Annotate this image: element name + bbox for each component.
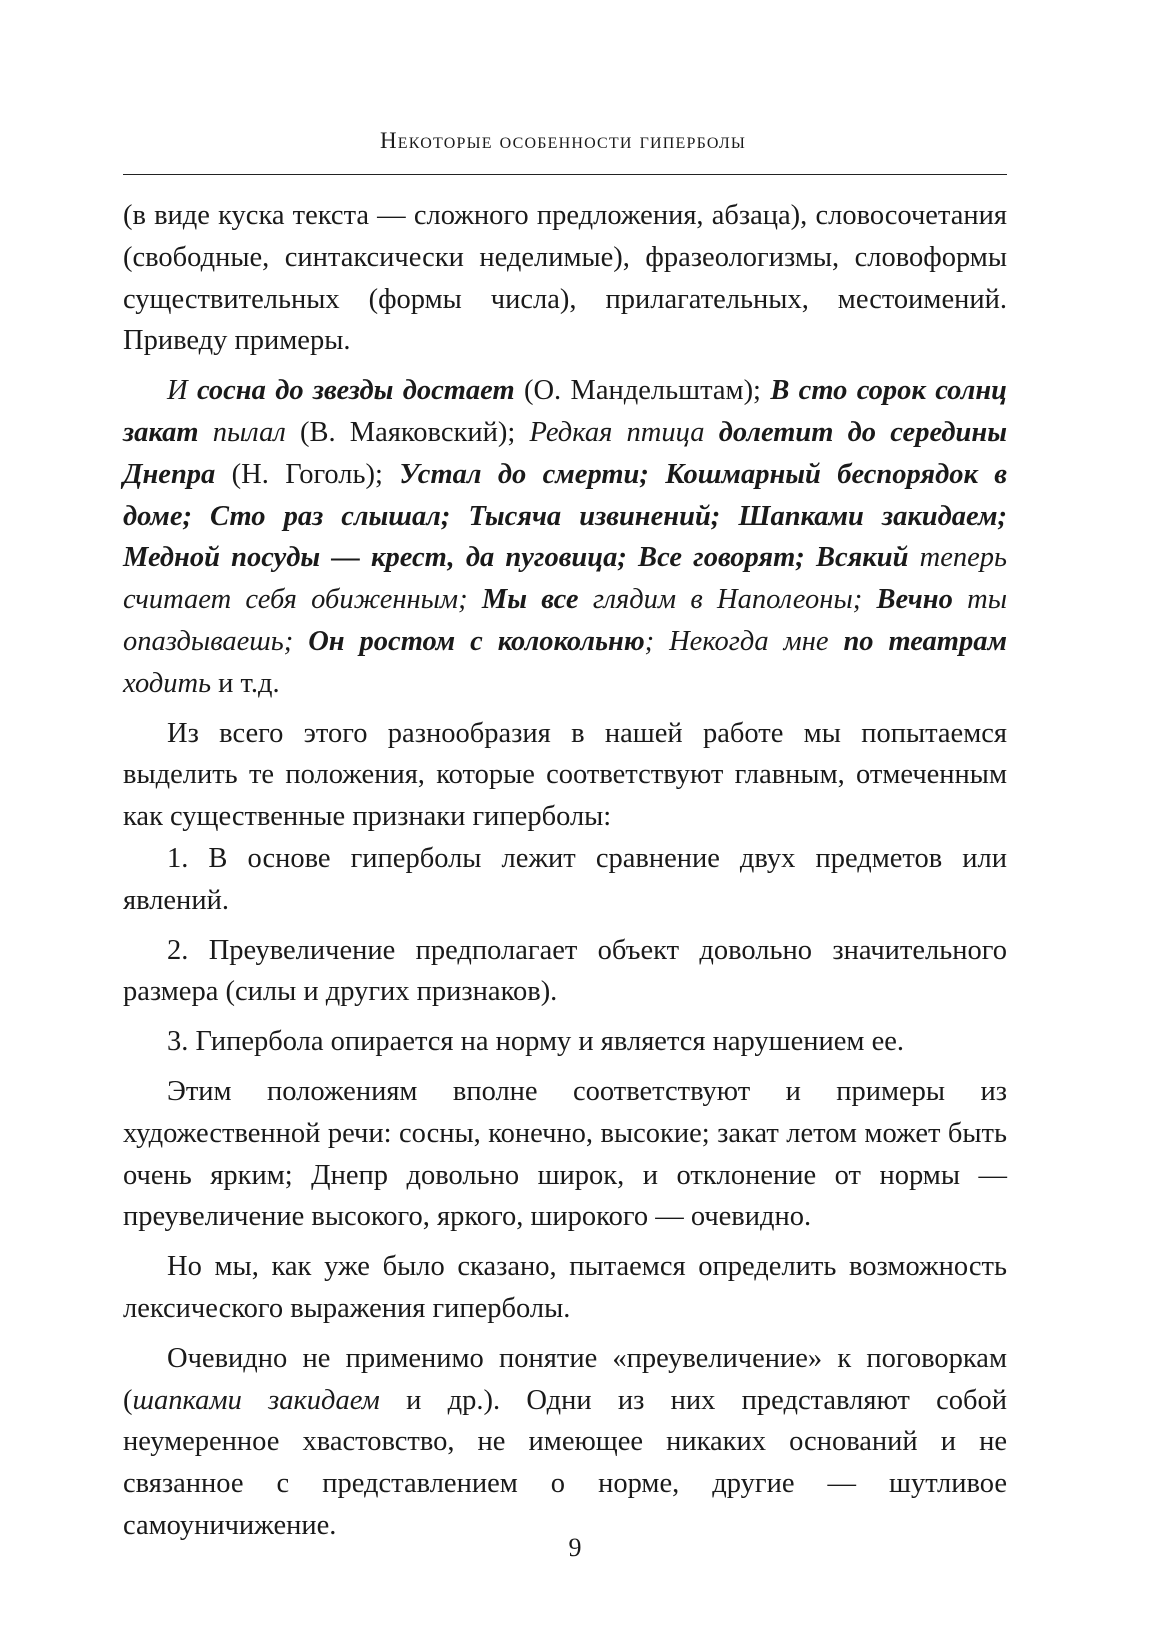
body-text <box>123 195 1007 1547</box>
hyperbole-phrase: Вечно <box>876 584 953 616</box>
example-text: шапками закидаем <box>132 1384 380 1416</box>
paragraph-continuation: (в виде куска текста — сложного предложения, абзаца), словосочетания (свободные, синтаксически неделимые), фразеологизмы, словоформы существительных (формы числа), прилагательных, местоимений. Приведу примеры. <box>123 200 1007 357</box>
header-rule <box>123 174 1007 175</box>
hyperbole-phrase: Он ростом с колокольню <box>308 625 645 657</box>
hyperbole-phrase: по театрам <box>843 625 1007 657</box>
hyperbole-phrase: Устал до смерти; Кошмарный беспорядок в доме; Сто раз слышал; Тысяча извинений; Шапками закидаем; Медной посуды — крест, да пуговица; Все говорят; Всякий <box>123 458 1008 574</box>
example-text: ходить <box>123 667 212 699</box>
hyperbole-phrase: Мы все <box>481 584 579 616</box>
plain-text: и др.). Одни из них представляют собой неумеренное хвастовство, не имеющее никаких оснований и не связанное с представлением о норме, другие — шутливое самоуничижение. <box>123 1384 1007 1541</box>
list-item: 3. Гипербола опирается на норму и является нарушением ее. <box>167 1026 905 1058</box>
citation: (О. Мандельштам); <box>514 375 771 407</box>
hyperbole-phrase: В сто сорок солнц закат <box>123 375 1007 448</box>
plain-text: и т.д. <box>211 667 280 699</box>
list-item: 2. Преувеличение предполагает объект довольно значительного размера (силы и других признаков). <box>123 934 1007 1008</box>
paragraph <box>123 1338 1007 1547</box>
citation: (Н. Гоголь); <box>215 458 400 490</box>
example-text: ; Некогда мне <box>644 625 844 657</box>
citation: (В. Маяковский); <box>285 416 530 448</box>
example-text: глядим в Наполеоны; <box>578 584 877 616</box>
running-header: Некоторые особенности гиперболы <box>379 128 747 153</box>
example-text: ты опаздываешь; <box>123 584 1007 657</box>
hyperbole-phrase: сосна до звезды достает <box>196 375 515 407</box>
paragraph: Но мы, как уже было сказано, пытаемся определить возможность лексического выражения гиперболы. <box>123 1251 1007 1324</box>
example-text: Редкая птица <box>529 416 719 448</box>
paragraph: Из всего этого разнообразия в нашей работе мы попытаемся выделить те положения, которые соответствуют главным, отмеченным как существенные признаки гиперболы: <box>123 717 1007 833</box>
plain-text: Очевидно не применимо понятие «преувеличение» к поговоркам ( <box>123 1342 1007 1416</box>
example-text: пылал <box>198 416 286 448</box>
paragraph: Этим положениям вполне соответствуют и примеры из художественной речи: сосны, конечно, высокие; закат летом может быть очень ярким; Днепр довольно широк, и отклонение от нормы — преувеличение высокого, яркого, широкого — очевидно. <box>123 1075 1007 1233</box>
example-text: И <box>167 375 197 407</box>
hyperbole-phrase: долетит до середины Днепра <box>123 416 1007 490</box>
page-number: 9 <box>568 1533 582 1562</box>
examples-paragraph <box>123 370 1007 704</box>
example-text: теперь считает себя обиженным; <box>123 542 1007 616</box>
list-item: 1. В основе гиперболы лежит сравнение двух предметов или явлений. <box>123 842 1007 916</box>
